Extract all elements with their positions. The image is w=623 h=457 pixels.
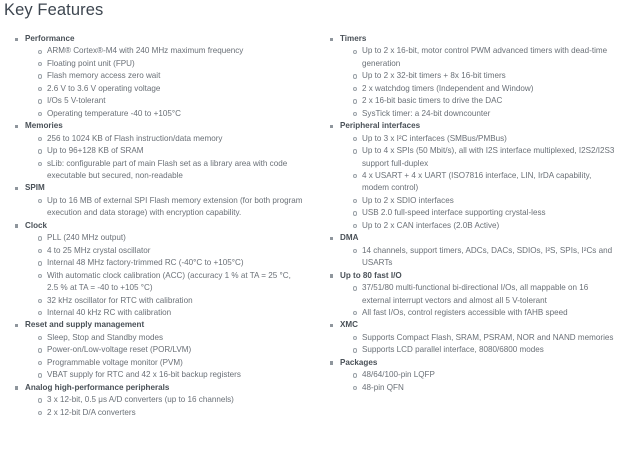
circle-bullet-icon xyxy=(353,87,357,91)
feature-item-list xyxy=(340,282,618,319)
feature-item xyxy=(25,95,303,107)
section-title: Reset and supply management xyxy=(25,320,145,330)
circle-bullet-icon xyxy=(353,311,357,315)
feature-section-analog-high-performance-peripherals xyxy=(13,382,303,419)
section-title: XMC xyxy=(340,320,358,330)
circle-bullet-icon xyxy=(38,398,42,402)
feature-section-xmc xyxy=(328,319,618,356)
feature-item-text: With automatic clock calibration (ACC) (accuracy 1 % at TA = 25 °C, 2.5 % at TA = -40 to +105 °C) xyxy=(47,270,291,293)
feature-item xyxy=(340,108,618,120)
circle-bullet-icon xyxy=(353,348,357,352)
feature-item-list xyxy=(340,245,618,270)
feature-item-text: ARM® Cortex®-M4 with 240 MHz maximum frequency xyxy=(47,46,244,56)
feature-item xyxy=(340,83,618,95)
section-title: Timers xyxy=(340,34,367,43)
feature-item-text: Up to 2 x CAN interfaces (2.0B Active) xyxy=(362,220,500,230)
feature-item xyxy=(25,133,303,145)
circle-bullet-icon xyxy=(38,411,42,415)
square-bullet-icon xyxy=(15,224,18,227)
feature-item-text: Up to 2 x 16-bit, motor control PWM advanced timers with dead-time generation xyxy=(362,46,608,68)
feature-item-text: 2 x 12-bit D/A converters xyxy=(47,407,136,417)
left-section-list xyxy=(13,33,303,419)
feature-item-text: Internal 48 MHz factory-trimmed RC (-40°C to +105°C) xyxy=(47,258,244,268)
feature-item-text: Supports LCD parallel interface, 8080/6800 modes xyxy=(362,345,544,355)
section-title: Clock xyxy=(25,220,48,230)
feature-item-text: 4 x USART + 4 x UART (ISO7816 interface, LIN, IrDA capability, modem control) xyxy=(362,170,592,193)
circle-bullet-icon xyxy=(38,112,42,116)
feature-item xyxy=(25,83,303,95)
feature-item-text: Up to 96+128 KB of SRAM xyxy=(47,146,144,156)
feature-item-text: 48/64/100-pin LQFP xyxy=(362,370,435,380)
feature-item xyxy=(25,270,303,295)
feature-item-text: 48-pin QFN xyxy=(362,382,404,392)
circle-bullet-icon xyxy=(353,99,357,103)
feature-item-text: 2 x watchdog timers (Independent and Window) xyxy=(362,83,534,93)
feature-item-text: Operating temperature -40 to +105°C xyxy=(47,108,181,118)
circle-bullet-icon xyxy=(353,112,357,116)
feature-item-text: 256 to 1024 KB of Flash instruction/data memory xyxy=(47,133,223,143)
circle-bullet-icon xyxy=(38,311,42,315)
feature-section-reset-and-supply-management xyxy=(13,319,303,381)
circle-bullet-icon xyxy=(38,274,42,278)
circle-bullet-icon xyxy=(38,249,42,253)
feature-item-list xyxy=(25,232,303,319)
section-title: Peripheral interfaces xyxy=(340,121,421,131)
feature-item-text: 4 to 25 MHz crystal oscillator xyxy=(47,245,151,255)
feature-item xyxy=(25,45,303,57)
circle-bullet-icon xyxy=(38,199,42,203)
feature-item-text: 2.6 V to 3.6 V operating voltage xyxy=(47,83,161,93)
feature-item-text: SysTick timer: a 24-bit downcounter xyxy=(362,108,491,118)
feature-item xyxy=(25,295,303,307)
feature-item-text: Sleep, Stop and Standby modes xyxy=(47,332,164,342)
feature-item xyxy=(25,369,303,381)
feature-item xyxy=(25,245,303,257)
feature-item-text: sLib: configurable part of main Flash set as a library area with code executable but secured, non-readable xyxy=(47,158,288,180)
feature-section-timers xyxy=(328,33,618,120)
feature-item-text: 14 channels, support timers, ADCs, DACs, SDIOs, I²S, SPIs, I²Cs and USARTs xyxy=(362,245,613,268)
feature-item-text: VBAT supply for RTC and 42 x 16-bit backup registers xyxy=(47,370,241,380)
feature-section-packages xyxy=(328,357,618,394)
circle-bullet-icon xyxy=(353,224,357,228)
page-title: Key Features xyxy=(4,1,104,19)
circle-bullet-icon xyxy=(38,149,42,153)
square-bullet-icon xyxy=(15,125,18,128)
feature-item xyxy=(25,307,303,319)
circle-bullet-icon xyxy=(38,373,42,377)
feature-item xyxy=(340,207,618,219)
section-title: Analog high-performance peripherals xyxy=(25,382,170,392)
circle-bullet-icon xyxy=(353,249,357,253)
section-title: SPIM xyxy=(25,183,45,193)
circle-bullet-icon xyxy=(38,99,42,103)
circle-bullet-icon xyxy=(353,137,357,141)
feature-item xyxy=(25,332,303,344)
circle-bullet-icon xyxy=(353,386,357,390)
circle-bullet-icon xyxy=(353,149,357,153)
feature-item xyxy=(340,369,618,381)
circle-bullet-icon xyxy=(38,261,42,265)
feature-item xyxy=(25,407,303,419)
square-bullet-icon xyxy=(330,274,333,277)
feature-item xyxy=(340,282,618,307)
feature-item-list xyxy=(340,369,618,394)
feature-item xyxy=(25,158,303,183)
feature-item xyxy=(25,357,303,369)
circle-bullet-icon xyxy=(353,373,357,377)
feature-item xyxy=(340,245,618,270)
feature-item-text: USB 2.0 full-speed interface supporting crystal-less xyxy=(362,208,546,218)
feature-item-list xyxy=(340,133,618,233)
feature-item xyxy=(340,382,618,394)
feature-section-performance xyxy=(13,33,303,120)
feature-item xyxy=(340,145,618,170)
feature-item-text: All fast I/Os, control registers accessible with fAHB speed xyxy=(362,307,568,317)
circle-bullet-icon xyxy=(353,336,357,340)
section-title: Memories xyxy=(25,121,63,131)
square-bullet-icon xyxy=(15,386,18,389)
feature-section-spim xyxy=(13,182,303,219)
feature-item-text: Up to 4 x SPIs (50 Mbit/s), all with I2S interface multiplexed, I2S2/I2S3 support full-duplex xyxy=(362,146,615,168)
circle-bullet-icon xyxy=(38,236,42,240)
feature-item-text: Floating point unit (FPU) xyxy=(47,58,135,68)
section-title: DMA xyxy=(340,233,359,243)
section-title: Performance xyxy=(25,34,75,43)
feature-item-list xyxy=(25,195,303,220)
circle-bullet-icon xyxy=(38,361,42,365)
circle-bullet-icon xyxy=(353,74,357,78)
feature-item xyxy=(340,45,618,70)
feature-item-text: 32 kHz oscillator for RTC with calibration xyxy=(47,295,193,305)
feature-item xyxy=(340,133,618,145)
feature-item-list xyxy=(25,133,303,183)
feature-item-list xyxy=(340,45,618,120)
square-bullet-icon xyxy=(15,38,18,41)
circle-bullet-icon xyxy=(353,174,357,178)
circle-bullet-icon xyxy=(353,286,357,290)
feature-item xyxy=(25,70,303,82)
left-feature-column xyxy=(13,33,303,419)
feature-item xyxy=(340,170,618,195)
square-bullet-icon xyxy=(330,361,333,364)
section-title: Packages xyxy=(340,357,378,367)
feature-item-text: Up to 2 x SDIO interfaces xyxy=(362,195,454,205)
feature-item-list xyxy=(25,332,303,382)
feature-item xyxy=(25,108,303,120)
feature-item xyxy=(340,332,618,344)
square-bullet-icon xyxy=(330,237,333,240)
feature-item-text: 3 x 12-bit, 0.5 μs A/D converters (up to 16 channels) xyxy=(47,395,234,405)
feature-item-text: 2 x 16-bit basic timers to drive the DAC xyxy=(362,96,503,106)
feature-item-list xyxy=(340,332,618,357)
feature-item xyxy=(25,58,303,70)
feature-section-clock xyxy=(13,220,303,320)
feature-item-list xyxy=(25,45,303,120)
circle-bullet-icon xyxy=(38,162,42,166)
feature-item xyxy=(340,344,618,356)
feature-item xyxy=(25,257,303,269)
feature-item xyxy=(340,307,618,319)
circle-bullet-icon xyxy=(38,74,42,78)
square-bullet-icon xyxy=(15,324,18,327)
circle-bullet-icon xyxy=(353,211,357,215)
square-bullet-icon xyxy=(330,324,333,327)
feature-item-list xyxy=(25,394,303,419)
feature-item-text: Up to 3 x I²C interfaces (SMBus/PMBus) xyxy=(362,133,507,143)
feature-item-text: Supports Compact Flash, SRAM, PSRAM, NOR and NAND memories xyxy=(362,332,614,342)
feature-section-up-to-80-fast-i-o xyxy=(328,270,618,320)
feature-item-text: Up to 16 MB of external SPI Flash memory extension (for both program execution and data storage) with encryption capability. xyxy=(47,195,303,218)
feature-item xyxy=(25,232,303,244)
feature-section-peripheral-interfaces xyxy=(328,120,618,232)
feature-section-memories xyxy=(13,120,303,182)
feature-item xyxy=(25,145,303,157)
circle-bullet-icon xyxy=(38,137,42,141)
feature-item-text: Up to 2 x 32-bit timers + 8x 16-bit timers xyxy=(362,71,506,81)
section-title: Up to 80 fast I/O xyxy=(340,270,402,280)
feature-item xyxy=(340,95,618,107)
circle-bullet-icon xyxy=(38,62,42,66)
right-feature-column xyxy=(328,33,618,394)
right-section-list xyxy=(328,33,618,394)
circle-bullet-icon xyxy=(38,87,42,91)
feature-item-text: Programmable voltage monitor (PVM) xyxy=(47,357,183,367)
feature-item xyxy=(25,195,303,220)
feature-item-text: PLL (240 MHz output) xyxy=(47,233,126,243)
feature-item xyxy=(340,220,618,232)
square-bullet-icon xyxy=(15,187,18,190)
square-bullet-icon xyxy=(330,38,333,41)
feature-item xyxy=(340,70,618,82)
feature-section-dma xyxy=(328,232,618,269)
feature-item-text: Power-on/Low-voltage reset (POR/LVM) xyxy=(47,345,192,355)
feature-item xyxy=(25,344,303,356)
circle-bullet-icon xyxy=(38,299,42,303)
circle-bullet-icon xyxy=(38,50,42,54)
circle-bullet-icon xyxy=(353,199,357,203)
circle-bullet-icon xyxy=(353,50,357,54)
feature-item-text: Flash memory access zero wait xyxy=(47,71,161,81)
feature-item-text: Internal 40 kHz RC with calibration xyxy=(47,307,172,317)
feature-item xyxy=(340,195,618,207)
feature-item-text: 37/51/80 multi-functional bi-directional I/Os, all mappable on 16 external interrupt vectors and almost all 5 V-tolerant xyxy=(362,283,589,305)
feature-item-text: I/Os 5 V-tolerant xyxy=(47,96,106,106)
square-bullet-icon xyxy=(330,125,333,128)
feature-item xyxy=(25,394,303,406)
circle-bullet-icon xyxy=(38,348,42,352)
circle-bullet-icon xyxy=(38,336,42,340)
